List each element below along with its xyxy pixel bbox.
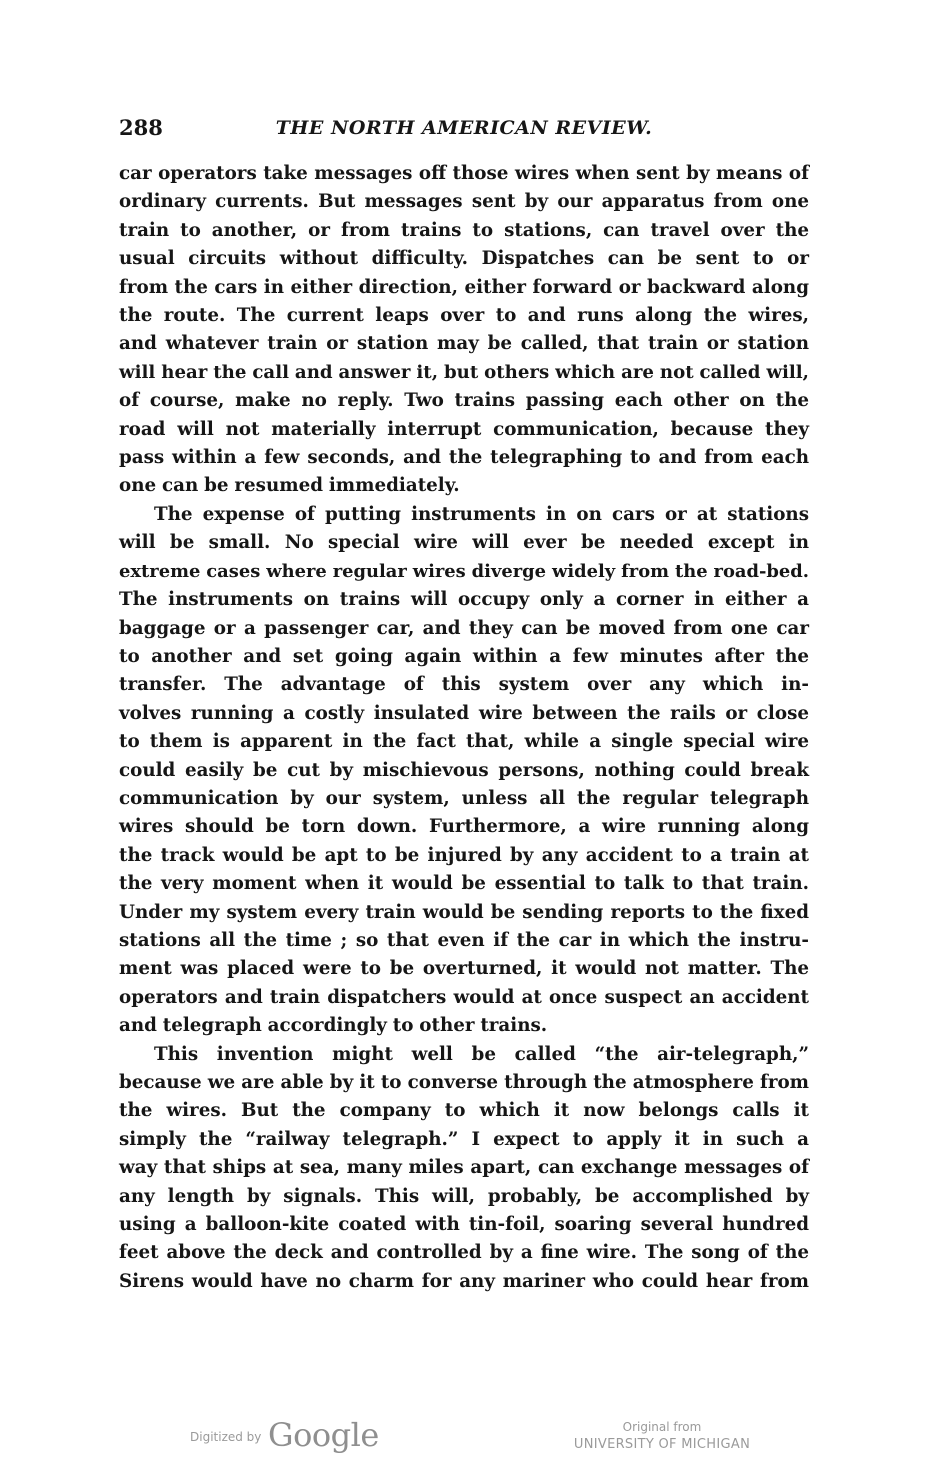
text-line: transfer. The advantage of this system over any which in- bbox=[119, 674, 809, 696]
university-label: UNIVERSITY OF MICHIGAN bbox=[573, 1437, 751, 1452]
text-line: will be small. No special wire will ever be needed except in bbox=[119, 532, 809, 554]
text-line: Sirens would have no charm for any mariner who could hear from bbox=[119, 1270, 809, 1292]
text-line: communication by our system, unless all the regular telegraph bbox=[119, 787, 809, 809]
page-header bbox=[119, 112, 809, 144]
text-line: pass within a few seconds, and the telegraphing to and from each bbox=[119, 447, 809, 469]
paragraph-2 bbox=[119, 501, 809, 1041]
text-line: to them is apparent in the fact that, while a single special wire bbox=[119, 731, 809, 753]
paragraph-3 bbox=[119, 1041, 809, 1297]
text-line: the route. The current leaps over to and runs along the wires, bbox=[119, 305, 809, 327]
text-line: operators and train dispatchers would at once suspect an accident bbox=[119, 986, 809, 1008]
digitization-footer bbox=[0, 1410, 945, 1460]
text-line: way that ships at sea, many miles apart, can exchange messages of bbox=[119, 1157, 809, 1179]
original-from-label: Original from bbox=[622, 1420, 702, 1434]
text-line: extreme cases where regular wires diverge widely from the road-bed. bbox=[119, 560, 809, 582]
text-line: usual circuits without difficulty. Dispatches can be sent to or bbox=[119, 248, 809, 270]
text-line: The expense of putting instruments in on cars or at stations bbox=[154, 503, 809, 525]
text-line: baggage or a passenger car, and they can be moved from one car bbox=[119, 617, 809, 639]
text-line: and whatever train or station may be called, that train or station bbox=[119, 333, 809, 355]
text-line: The instruments on trains will occupy only a corner in either a bbox=[119, 589, 809, 611]
text-line: simply the “railway telegraph.” I expect to apply it in such a bbox=[119, 1128, 809, 1150]
text-line: of course, make no reply. Two trains passing each other on the bbox=[119, 390, 809, 412]
text-line: any length by signals. This will, probably, be accomplished by bbox=[119, 1185, 809, 1207]
text-line: one can be resumed immediately. bbox=[119, 475, 460, 497]
text-line: because we are able by it to converse through the atmosphere from bbox=[119, 1072, 809, 1093]
google-logo: Google bbox=[268, 1416, 379, 1454]
text-line: wires should be torn down. Furthermore, a wire running along bbox=[119, 816, 809, 838]
text-line: using a balloon-kite coated with tin-foil, soaring several hundred bbox=[119, 1214, 809, 1236]
text-line: stations all the time ; so that even if the car in which the instru- bbox=[119, 929, 809, 951]
text-line: Under my system every train would be sending reports to the fixed bbox=[119, 901, 809, 923]
text-line: road will not materially interrupt communication, because they bbox=[119, 418, 809, 440]
text-line: the track would be apt to be injured by any accident to a train at bbox=[119, 844, 809, 866]
text-line: ment was placed were to be overturned, it would not matter. The bbox=[119, 958, 809, 980]
text-line: to another and set going again within a few minutes after the bbox=[119, 645, 809, 667]
paragraph-1 bbox=[119, 160, 809, 501]
digitized-by-label: Digitized by bbox=[190, 1430, 262, 1444]
text-line: the wires. But the company to which it now belongs calls it bbox=[119, 1100, 809, 1122]
text-line: and telegraph accordingly to other trains. bbox=[119, 1015, 548, 1037]
text-line: could easily be cut by mischievous persons, nothing could break bbox=[119, 759, 809, 781]
text-line: feet above the deck and controlled by a fine wire. The song of the bbox=[119, 1242, 809, 1264]
text-line: ordinary currents. But messages sent by our apparatus from one bbox=[119, 191, 809, 213]
page-number: 288 bbox=[119, 115, 163, 140]
text-line: train to another, or from trains to stations, can travel over the bbox=[119, 219, 809, 241]
running-head: THE NORTH AMERICAN REVIEW. bbox=[275, 117, 653, 139]
text-line: car operators take messages off those wires when sent by means of bbox=[119, 163, 809, 184]
text-line: the very moment when it would be essential to talk to that train. bbox=[119, 873, 809, 895]
text-line: This invention might well be called “the air-telegraph,” bbox=[154, 1043, 809, 1065]
text-line: volves running a costly insulated wire between the rails or close bbox=[119, 702, 809, 724]
body-text bbox=[119, 160, 809, 1296]
text-line: will hear the call and answer it, but others which are not called will, bbox=[119, 361, 809, 383]
text-line: from the cars in either direction, either forward or backward along bbox=[119, 276, 809, 298]
